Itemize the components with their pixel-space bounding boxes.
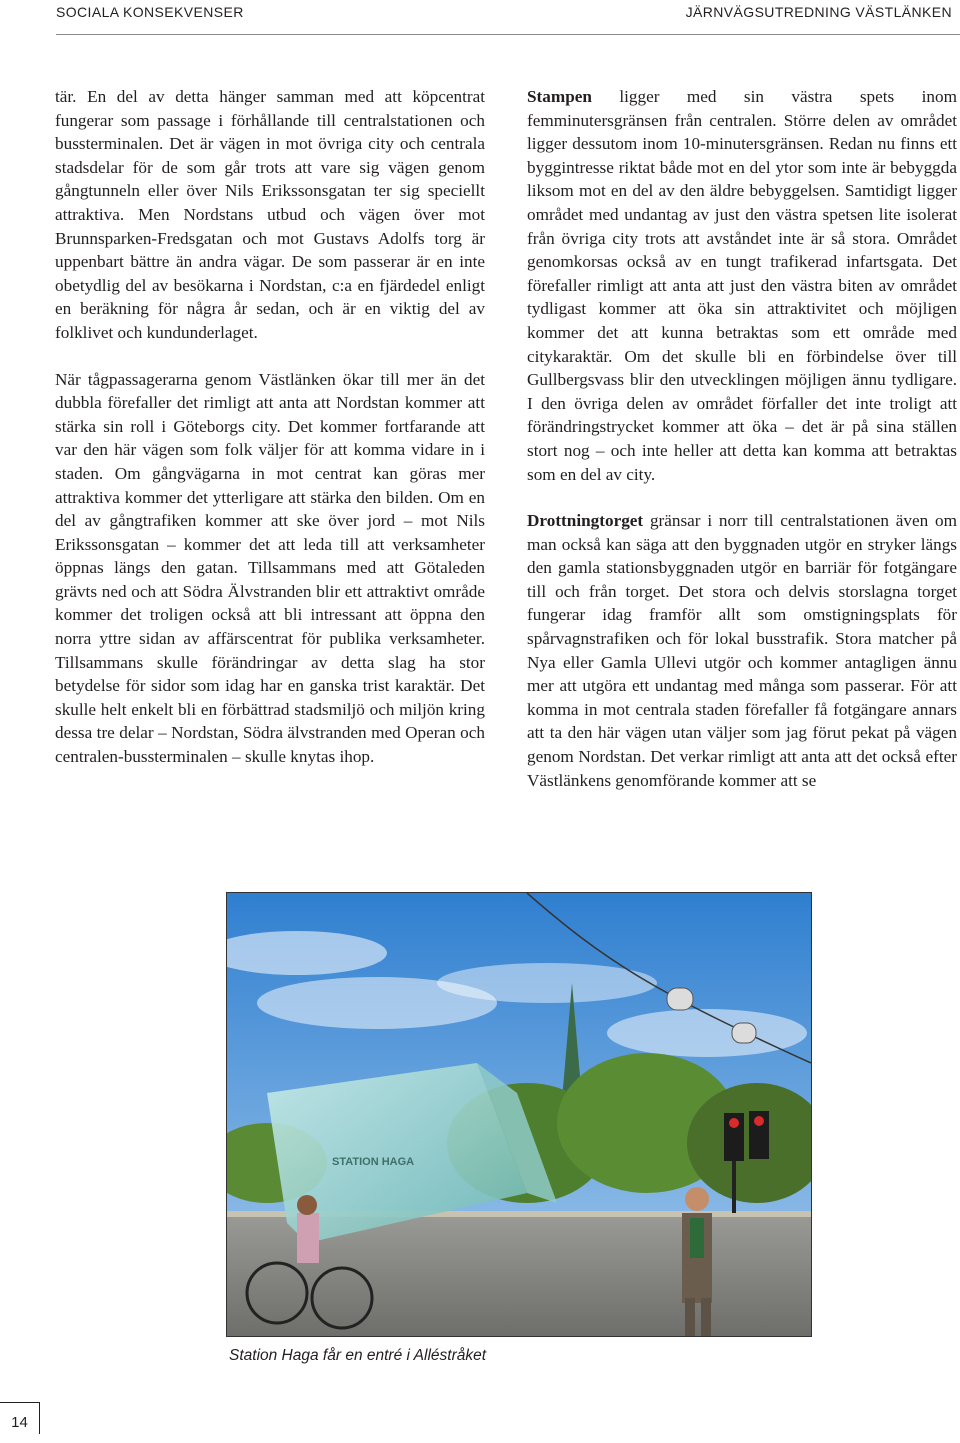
- right-column: [527, 85, 957, 815]
- paragraph: tär. En del av detta hänger samman med att köpcentrat fungerar som passage i förhållande till centralstationen och bussterminalen. Det är vägen in mot övriga city och centrala stadsdelar för de som går trots att vare sig vägen genom gångtunneln eller över Nils Erikssonsgatan ter sig speciellt attraktiva. Men Nordstans utbud och vägen över mot Brunnsparken-Fredsgatan och mot Gustavs Adolfs torg är uppenbart bättre än andra vägar. De som passerar är en inte obetydlig del av besökarna i Nordstan, c:a en fjärdedel enligt en beräkning för några år sedan, och är en viktig del av folklivet och kundunderlaget.: [55, 87, 485, 342]
- paragraph-body: ligger med sin västra spets inom femminutersgränsen från centralen. Större delen av området ligger dessutom inom 10-minutersgränsen. Redan nu finns ett byggintresse riktat både mot en del ytor som inte är bebyggda liksom mot en del av den äldre bebyggelsen. Samtidigt ligger området med undantag av just den västra spetsen lite isolerat från övriga city trots att avståndet inte är så stora. Området genomkorsas också av en tungt trafikerad infartsgata. Det förefaller rimligt att anta att just den västra biten av området tydligast kommer att öka sin attraktivitet och möjligen kommer det att kunna betraktas som ett område med citykaraktär. Om det skulle bli en förbindelse över till Gullbergsvass blir den utvecklingen möjligen ännu tydligare. I den övriga delen av området förfaller det inte troligt att förändringstrycket kommer att öka – det är på sina ställen stort nog – och inte heller att detta kan komma att betraktas som en del av city.: [527, 87, 957, 484]
- running-header-right: JÄRNVÄGSUTREDNING VÄSTLÄNKEN: [685, 4, 952, 20]
- station-haga-photo: [226, 892, 812, 1337]
- running-header-left: SOCIALA KONSEKVENSER: [56, 4, 244, 20]
- paragraph-lead: Drottningtorget: [527, 511, 644, 531]
- page-number: 14: [0, 1402, 40, 1434]
- station-sign: STATION HAGA: [332, 1156, 415, 1168]
- paragraph: [527, 85, 957, 486]
- left-column: [55, 85, 485, 792]
- paragraph-body: gränsar i norr till centralstationen även om man också kan säga att den byggnaden utgör en stryker längs den gamla stationsbyggnaden utgör en barriär för fotgängare till och från torget. Det stora och delvis storslagna torget fungerar idag framför allt som omstigningsplats för spårvagnstrafiken och för lokal busstrafik. Stora matcher på Nya eller Gamla Ullevi utgör och kommer antagligen ännu mer att utgöra ett undantag med många som passerar. För att komma in mot centrala staden förefaller få fotgängare annars att ta den här vägen utan väljer som jag förut pekat på vägen genom Nordstan. Det verkar rimligt att anta att det också efter Västlänkens genomförande kommer att se: [527, 511, 957, 790]
- header-rule: [56, 34, 960, 35]
- paragraph-lead: Stampen: [527, 87, 592, 106]
- paragraph: [527, 509, 957, 792]
- paragraph: När tågpassagerarna genom Västlänken ökar till mer än det dubbla förefaller det rimligt att anta att Nordstan kommer att stärka sin roll i Göteborgs city. Det kommer fortfarande att var den här vägen som folk väljer för att komma vidare in i staden. Om gångvägarna in mot centrat kan göras mer attraktiva kommer det ytterligare att stärka den bilden. Om en del av gångtrafiken kommer att ske över jord – mot Nils Erikssonsgatan – kommer det att leda till att verksamheter öppnas längs den gatan. Tillsammans med att Götaleden grävts ned och att Södra Älvstranden blir ett attraktivt område kommer det troligen också att bli intressant att öppna den norra yttre sidan av affärscentrat för publika verksamheter. Tillsammans skulle förändringar av detta slag ha stor betydelse för sidor som idag har en ganska trist karaktär. Det skulle helt enkelt bli en förbättrad stadsmiljö och miljön kring dessa tre delar – Nordstan, Södra älvstranden med Operan och centralen-bussterminalen – skulle knytas ihop.: [55, 369, 485, 767]
- photo-caption: Station Haga får en entré i Alléstråket: [229, 1347, 487, 1364]
